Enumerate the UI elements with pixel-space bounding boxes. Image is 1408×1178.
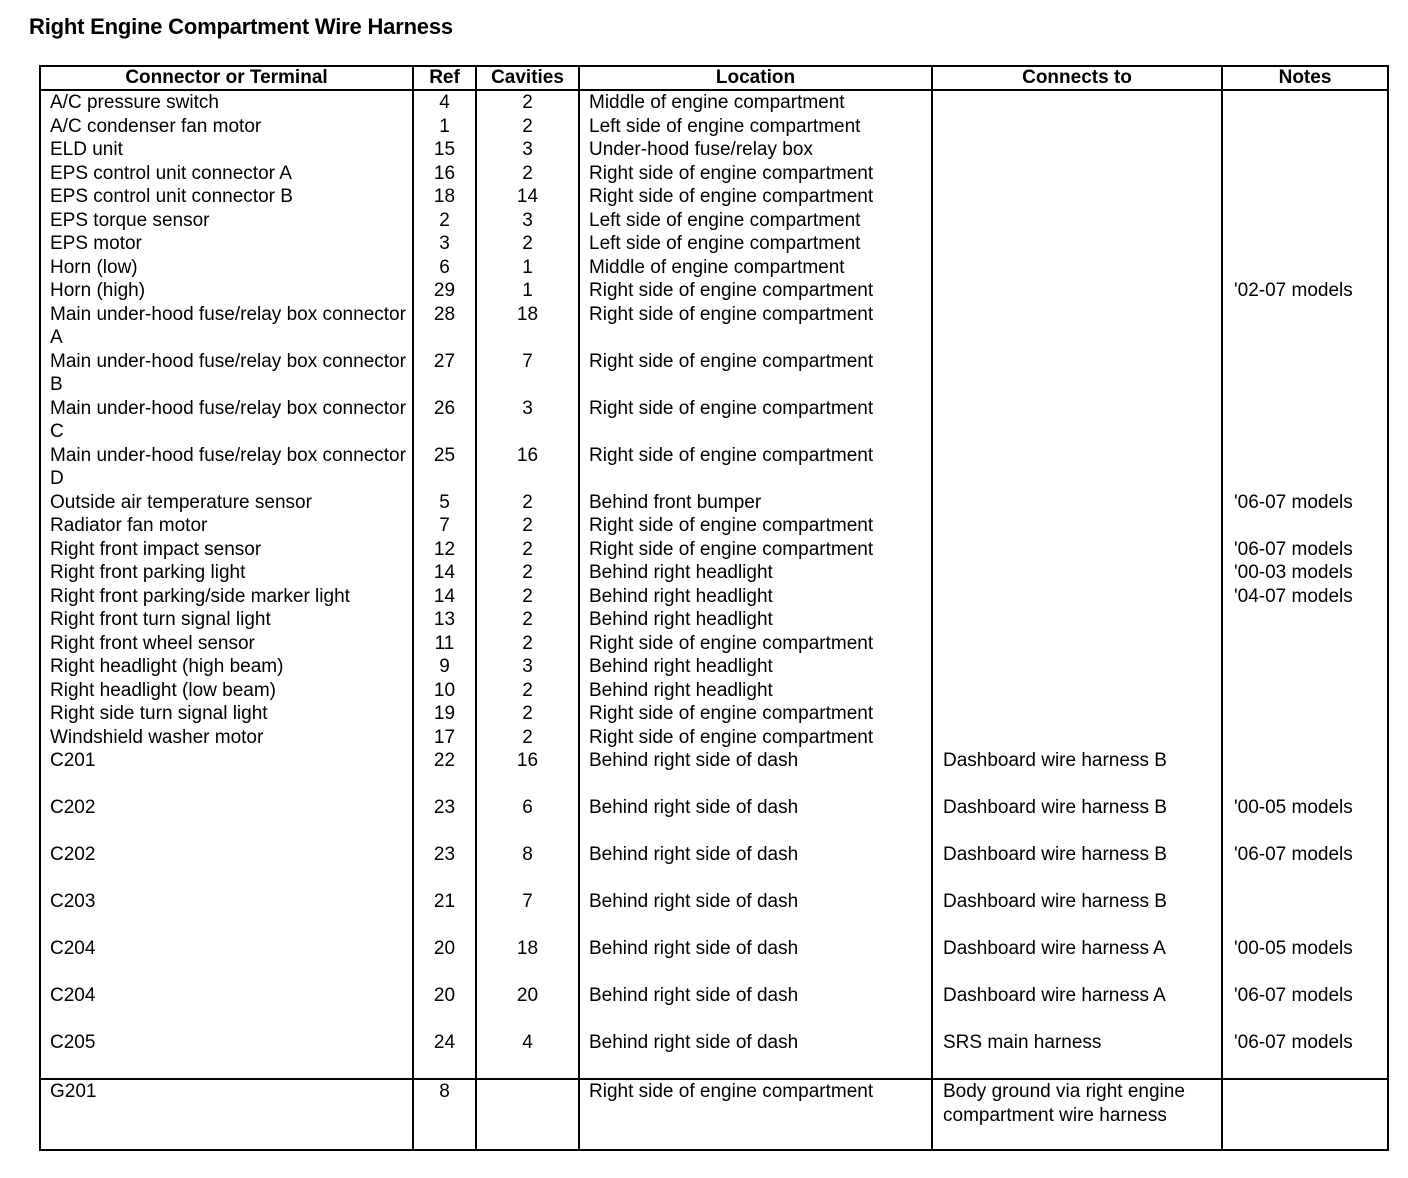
cell-location: Right side of engine compartment [579, 444, 932, 491]
cell-connects-to [932, 232, 1222, 256]
cell-location: Left side of engine compartment [579, 209, 932, 233]
cell-connects-to [932, 608, 1222, 632]
cell-notes: '02-07 models [1222, 279, 1388, 303]
cell-location: Behind right side of dash [579, 749, 932, 796]
cell-connects-to [932, 90, 1222, 115]
cell-connector: C201 [40, 749, 413, 796]
cell-cavities: 18 [476, 303, 579, 350]
cell-connector: Outside air temperature sensor [40, 491, 413, 515]
cell-location: Behind right headlight [579, 585, 932, 609]
table-row [40, 444, 1388, 491]
cell-ref: 21 [413, 890, 476, 937]
cell-connector: Horn (high) [40, 279, 413, 303]
cell-connects-to [932, 655, 1222, 679]
cell-ref: 14 [413, 585, 476, 609]
cell-cavities: 2 [476, 702, 579, 726]
cell-notes: '06-07 models [1222, 538, 1388, 562]
cell-ref: 15 [413, 138, 476, 162]
cell-notes [1222, 726, 1388, 750]
cell-connects-to: Body ground via right engine compartment wire harness [932, 1079, 1222, 1150]
cell-notes: '00-03 models [1222, 561, 1388, 585]
cell-location: Right side of engine compartment [579, 279, 932, 303]
cell-connects-to [932, 185, 1222, 209]
cell-ref: 18 [413, 185, 476, 209]
cell-notes: '06-07 models [1222, 491, 1388, 515]
table-row [40, 843, 1388, 890]
cell-connects-to: Dashboard wire harness A [932, 937, 1222, 984]
cell-connector: G201 [40, 1079, 413, 1150]
cell-connector: EPS control unit connector B [40, 185, 413, 209]
cell-connects-to [932, 679, 1222, 703]
cell-notes [1222, 890, 1388, 937]
cell-location: Behind right headlight [579, 679, 932, 703]
cell-connects-to: Dashboard wire harness B [932, 890, 1222, 937]
cell-connector: Right front impact sensor [40, 538, 413, 562]
table-row [40, 679, 1388, 703]
cell-notes [1222, 185, 1388, 209]
cell-notes [1222, 608, 1388, 632]
cell-ref: 10 [413, 679, 476, 703]
table-header-row [40, 66, 1388, 90]
cell-ref: 5 [413, 491, 476, 515]
cell-notes: '06-07 models [1222, 1031, 1388, 1079]
cell-cavities: 2 [476, 679, 579, 703]
cell-connector: EPS torque sensor [40, 209, 413, 233]
cell-connects-to [932, 702, 1222, 726]
cell-ref: 1 [413, 115, 476, 139]
cell-cavities: 2 [476, 232, 579, 256]
cell-ref: 8 [413, 1079, 476, 1150]
cell-connects-to: Dashboard wire harness B [932, 843, 1222, 890]
cell-notes [1222, 256, 1388, 280]
cell-connects-to [932, 444, 1222, 491]
cell-location: Behind right side of dash [579, 1031, 932, 1079]
cell-ref: 12 [413, 538, 476, 562]
cell-connects-to: SRS main harness [932, 1031, 1222, 1079]
table-row [40, 726, 1388, 750]
cell-connects-to: Dashboard wire harness B [932, 796, 1222, 843]
cell-connector: ELD unit [40, 138, 413, 162]
cell-connector: Radiator fan motor [40, 514, 413, 538]
cell-connects-to [932, 279, 1222, 303]
cell-notes [1222, 232, 1388, 256]
cell-connects-to [932, 514, 1222, 538]
cell-connects-to [932, 397, 1222, 444]
table-row [40, 655, 1388, 679]
table-row [40, 1079, 1388, 1150]
cell-connects-to [932, 726, 1222, 750]
cell-notes [1222, 1079, 1388, 1150]
table-row [40, 702, 1388, 726]
cell-location: Right side of engine compartment [579, 162, 932, 186]
cell-connects-to [932, 162, 1222, 186]
cell-ref: 22 [413, 749, 476, 796]
cell-connects-to [932, 115, 1222, 139]
cell-connector: EPS motor [40, 232, 413, 256]
table-row [40, 937, 1388, 984]
cell-cavities: 3 [476, 138, 579, 162]
cell-notes [1222, 679, 1388, 703]
cell-location: Left side of engine compartment [579, 232, 932, 256]
cell-notes [1222, 702, 1388, 726]
cell-location: Right side of engine compartment [579, 303, 932, 350]
cell-ref: 27 [413, 350, 476, 397]
cell-cavities: 2 [476, 514, 579, 538]
cell-location: Right side of engine compartment [579, 1079, 932, 1150]
cell-connector: Main under-hood fuse/relay box connector B [40, 350, 413, 397]
cell-cavities: 2 [476, 491, 579, 515]
cell-connector: C202 [40, 843, 413, 890]
cell-location: Right side of engine compartment [579, 514, 932, 538]
cell-cavities: 2 [476, 632, 579, 656]
cell-notes [1222, 397, 1388, 444]
cell-location: Right side of engine compartment [579, 632, 932, 656]
wire-harness-table [39, 65, 1389, 1151]
cell-notes [1222, 514, 1388, 538]
cell-location: Right side of engine compartment [579, 185, 932, 209]
table-row [40, 303, 1388, 350]
cell-cavities: 7 [476, 350, 579, 397]
cell-location: Right side of engine compartment [579, 726, 932, 750]
cell-connector: Right side turn signal light [40, 702, 413, 726]
cell-ref: 26 [413, 397, 476, 444]
cell-ref: 29 [413, 279, 476, 303]
table-row [40, 491, 1388, 515]
cell-connects-to [932, 350, 1222, 397]
cell-connects-to: Dashboard wire harness B [932, 749, 1222, 796]
cell-location: Behind right headlight [579, 608, 932, 632]
cell-cavities: 16 [476, 444, 579, 491]
cell-notes: '04-07 models [1222, 585, 1388, 609]
cell-ref: 6 [413, 256, 476, 280]
cell-location: Right side of engine compartment [579, 538, 932, 562]
table-row [40, 185, 1388, 209]
cell-notes [1222, 350, 1388, 397]
cell-ref: 19 [413, 702, 476, 726]
cell-connector: Right front parking light [40, 561, 413, 585]
cell-ref: 4 [413, 90, 476, 115]
cell-location: Behind right side of dash [579, 796, 932, 843]
cell-location: Middle of engine compartment [579, 256, 932, 280]
cell-connector: Main under-hood fuse/relay box connector D [40, 444, 413, 491]
cell-notes [1222, 749, 1388, 796]
cell-ref: 16 [413, 162, 476, 186]
cell-cavities: 14 [476, 185, 579, 209]
cell-location: Behind right side of dash [579, 984, 932, 1031]
cell-connects-to [932, 256, 1222, 280]
cell-cavities: 2 [476, 585, 579, 609]
cell-location: Behind right side of dash [579, 843, 932, 890]
cell-cavities: 2 [476, 115, 579, 139]
table-row [40, 138, 1388, 162]
cell-connector: Right front turn signal light [40, 608, 413, 632]
cell-location: Behind front bumper [579, 491, 932, 515]
cell-connects-to [932, 632, 1222, 656]
cell-cavities: 2 [476, 726, 579, 750]
cell-ref: 23 [413, 796, 476, 843]
cell-connects-to [932, 209, 1222, 233]
cell-ref: 25 [413, 444, 476, 491]
cell-cavities: 2 [476, 90, 579, 115]
cell-connector: Horn (low) [40, 256, 413, 280]
cell-connector: C204 [40, 984, 413, 1031]
cell-cavities: 2 [476, 608, 579, 632]
cell-connects-to [932, 491, 1222, 515]
cell-connects-to: Dashboard wire harness A [932, 984, 1222, 1031]
table-row [40, 90, 1388, 115]
table-row [40, 279, 1388, 303]
cell-connector: Main under-hood fuse/relay box connector C [40, 397, 413, 444]
table-row [40, 890, 1388, 937]
column-header-connects-to: Connects to [932, 66, 1222, 90]
cell-ref: 28 [413, 303, 476, 350]
column-header-cavities: Cavities [476, 66, 579, 90]
cell-cavities: 7 [476, 890, 579, 937]
table-row [40, 514, 1388, 538]
column-header-ref: Ref [413, 66, 476, 90]
table-row [40, 350, 1388, 397]
cell-ref: 13 [413, 608, 476, 632]
cell-location: Right side of engine compartment [579, 397, 932, 444]
cell-notes: '00-05 models [1222, 796, 1388, 843]
cell-cavities: 2 [476, 561, 579, 585]
cell-ref: 7 [413, 514, 476, 538]
table-row [40, 984, 1388, 1031]
column-header-location: Location [579, 66, 932, 90]
cell-notes [1222, 303, 1388, 350]
cell-ref: 11 [413, 632, 476, 656]
cell-location: Middle of engine compartment [579, 90, 932, 115]
table-row [40, 115, 1388, 139]
cell-notes [1222, 655, 1388, 679]
cell-location: Left side of engine compartment [579, 115, 932, 139]
cell-location: Behind right headlight [579, 561, 932, 585]
cell-cavities: 2 [476, 162, 579, 186]
table-row [40, 397, 1388, 444]
table-row [40, 1031, 1388, 1079]
cell-connector: C205 [40, 1031, 413, 1079]
cell-ref: 3 [413, 232, 476, 256]
cell-connector: Windshield washer motor [40, 726, 413, 750]
page-title: Right Engine Compartment Wire Harness [29, 14, 453, 39]
cell-cavities: 1 [476, 279, 579, 303]
cell-cavities: 1 [476, 256, 579, 280]
cell-cavities: 6 [476, 796, 579, 843]
cell-location: Behind right side of dash [579, 890, 932, 937]
cell-cavities: 3 [476, 397, 579, 444]
column-header-notes: Notes [1222, 66, 1388, 90]
cell-ref: 9 [413, 655, 476, 679]
cell-cavities: 3 [476, 655, 579, 679]
cell-connector: Right front parking/side marker light [40, 585, 413, 609]
cell-cavities: 18 [476, 937, 579, 984]
cell-connects-to [932, 303, 1222, 350]
cell-connector: Right front wheel sensor [40, 632, 413, 656]
cell-notes [1222, 632, 1388, 656]
cell-cavities: 2 [476, 538, 579, 562]
cell-location: Right side of engine compartment [579, 350, 932, 397]
cell-location: Behind right side of dash [579, 937, 932, 984]
table-row [40, 538, 1388, 562]
table-row [40, 749, 1388, 796]
cell-ref: 23 [413, 843, 476, 890]
table-row [40, 256, 1388, 280]
cell-ref: 20 [413, 937, 476, 984]
table-row [40, 608, 1388, 632]
cell-cavities [476, 1079, 579, 1150]
cell-ref: 24 [413, 1031, 476, 1079]
cell-notes: '00-05 models [1222, 937, 1388, 984]
cell-connector: EPS control unit connector A [40, 162, 413, 186]
cell-notes [1222, 90, 1388, 115]
table-row [40, 561, 1388, 585]
cell-ref: 2 [413, 209, 476, 233]
cell-cavities: 3 [476, 209, 579, 233]
cell-connector: A/C condenser fan motor [40, 115, 413, 139]
cell-connector: Right headlight (low beam) [40, 679, 413, 703]
table-row [40, 209, 1388, 233]
column-header-connector: Connector or Terminal [40, 66, 413, 90]
cell-notes [1222, 209, 1388, 233]
table-row [40, 162, 1388, 186]
cell-cavities: 20 [476, 984, 579, 1031]
cell-notes [1222, 115, 1388, 139]
cell-connector: C204 [40, 937, 413, 984]
cell-cavities: 8 [476, 843, 579, 890]
cell-location: Right side of engine compartment [579, 702, 932, 726]
cell-connects-to [932, 561, 1222, 585]
table-row [40, 232, 1388, 256]
cell-connects-to [932, 585, 1222, 609]
cell-ref: 14 [413, 561, 476, 585]
cell-connects-to [932, 538, 1222, 562]
cell-notes [1222, 162, 1388, 186]
cell-notes: '06-07 models [1222, 984, 1388, 1031]
table-row [40, 585, 1388, 609]
cell-notes: '06-07 models [1222, 843, 1388, 890]
cell-location: Behind right headlight [579, 655, 932, 679]
cell-ref: 20 [413, 984, 476, 1031]
cell-cavities: 16 [476, 749, 579, 796]
cell-connector: Right headlight (high beam) [40, 655, 413, 679]
table-row [40, 632, 1388, 656]
cell-connector: C202 [40, 796, 413, 843]
cell-connects-to [932, 138, 1222, 162]
table-row [40, 796, 1388, 843]
cell-connector: C203 [40, 890, 413, 937]
cell-ref: 17 [413, 726, 476, 750]
cell-notes [1222, 138, 1388, 162]
cell-location: Under-hood fuse/relay box [579, 138, 932, 162]
cell-connector: Main under-hood fuse/relay box connector A [40, 303, 413, 350]
cell-notes [1222, 444, 1388, 491]
cell-cavities: 4 [476, 1031, 579, 1079]
cell-connector: A/C pressure switch [40, 90, 413, 115]
